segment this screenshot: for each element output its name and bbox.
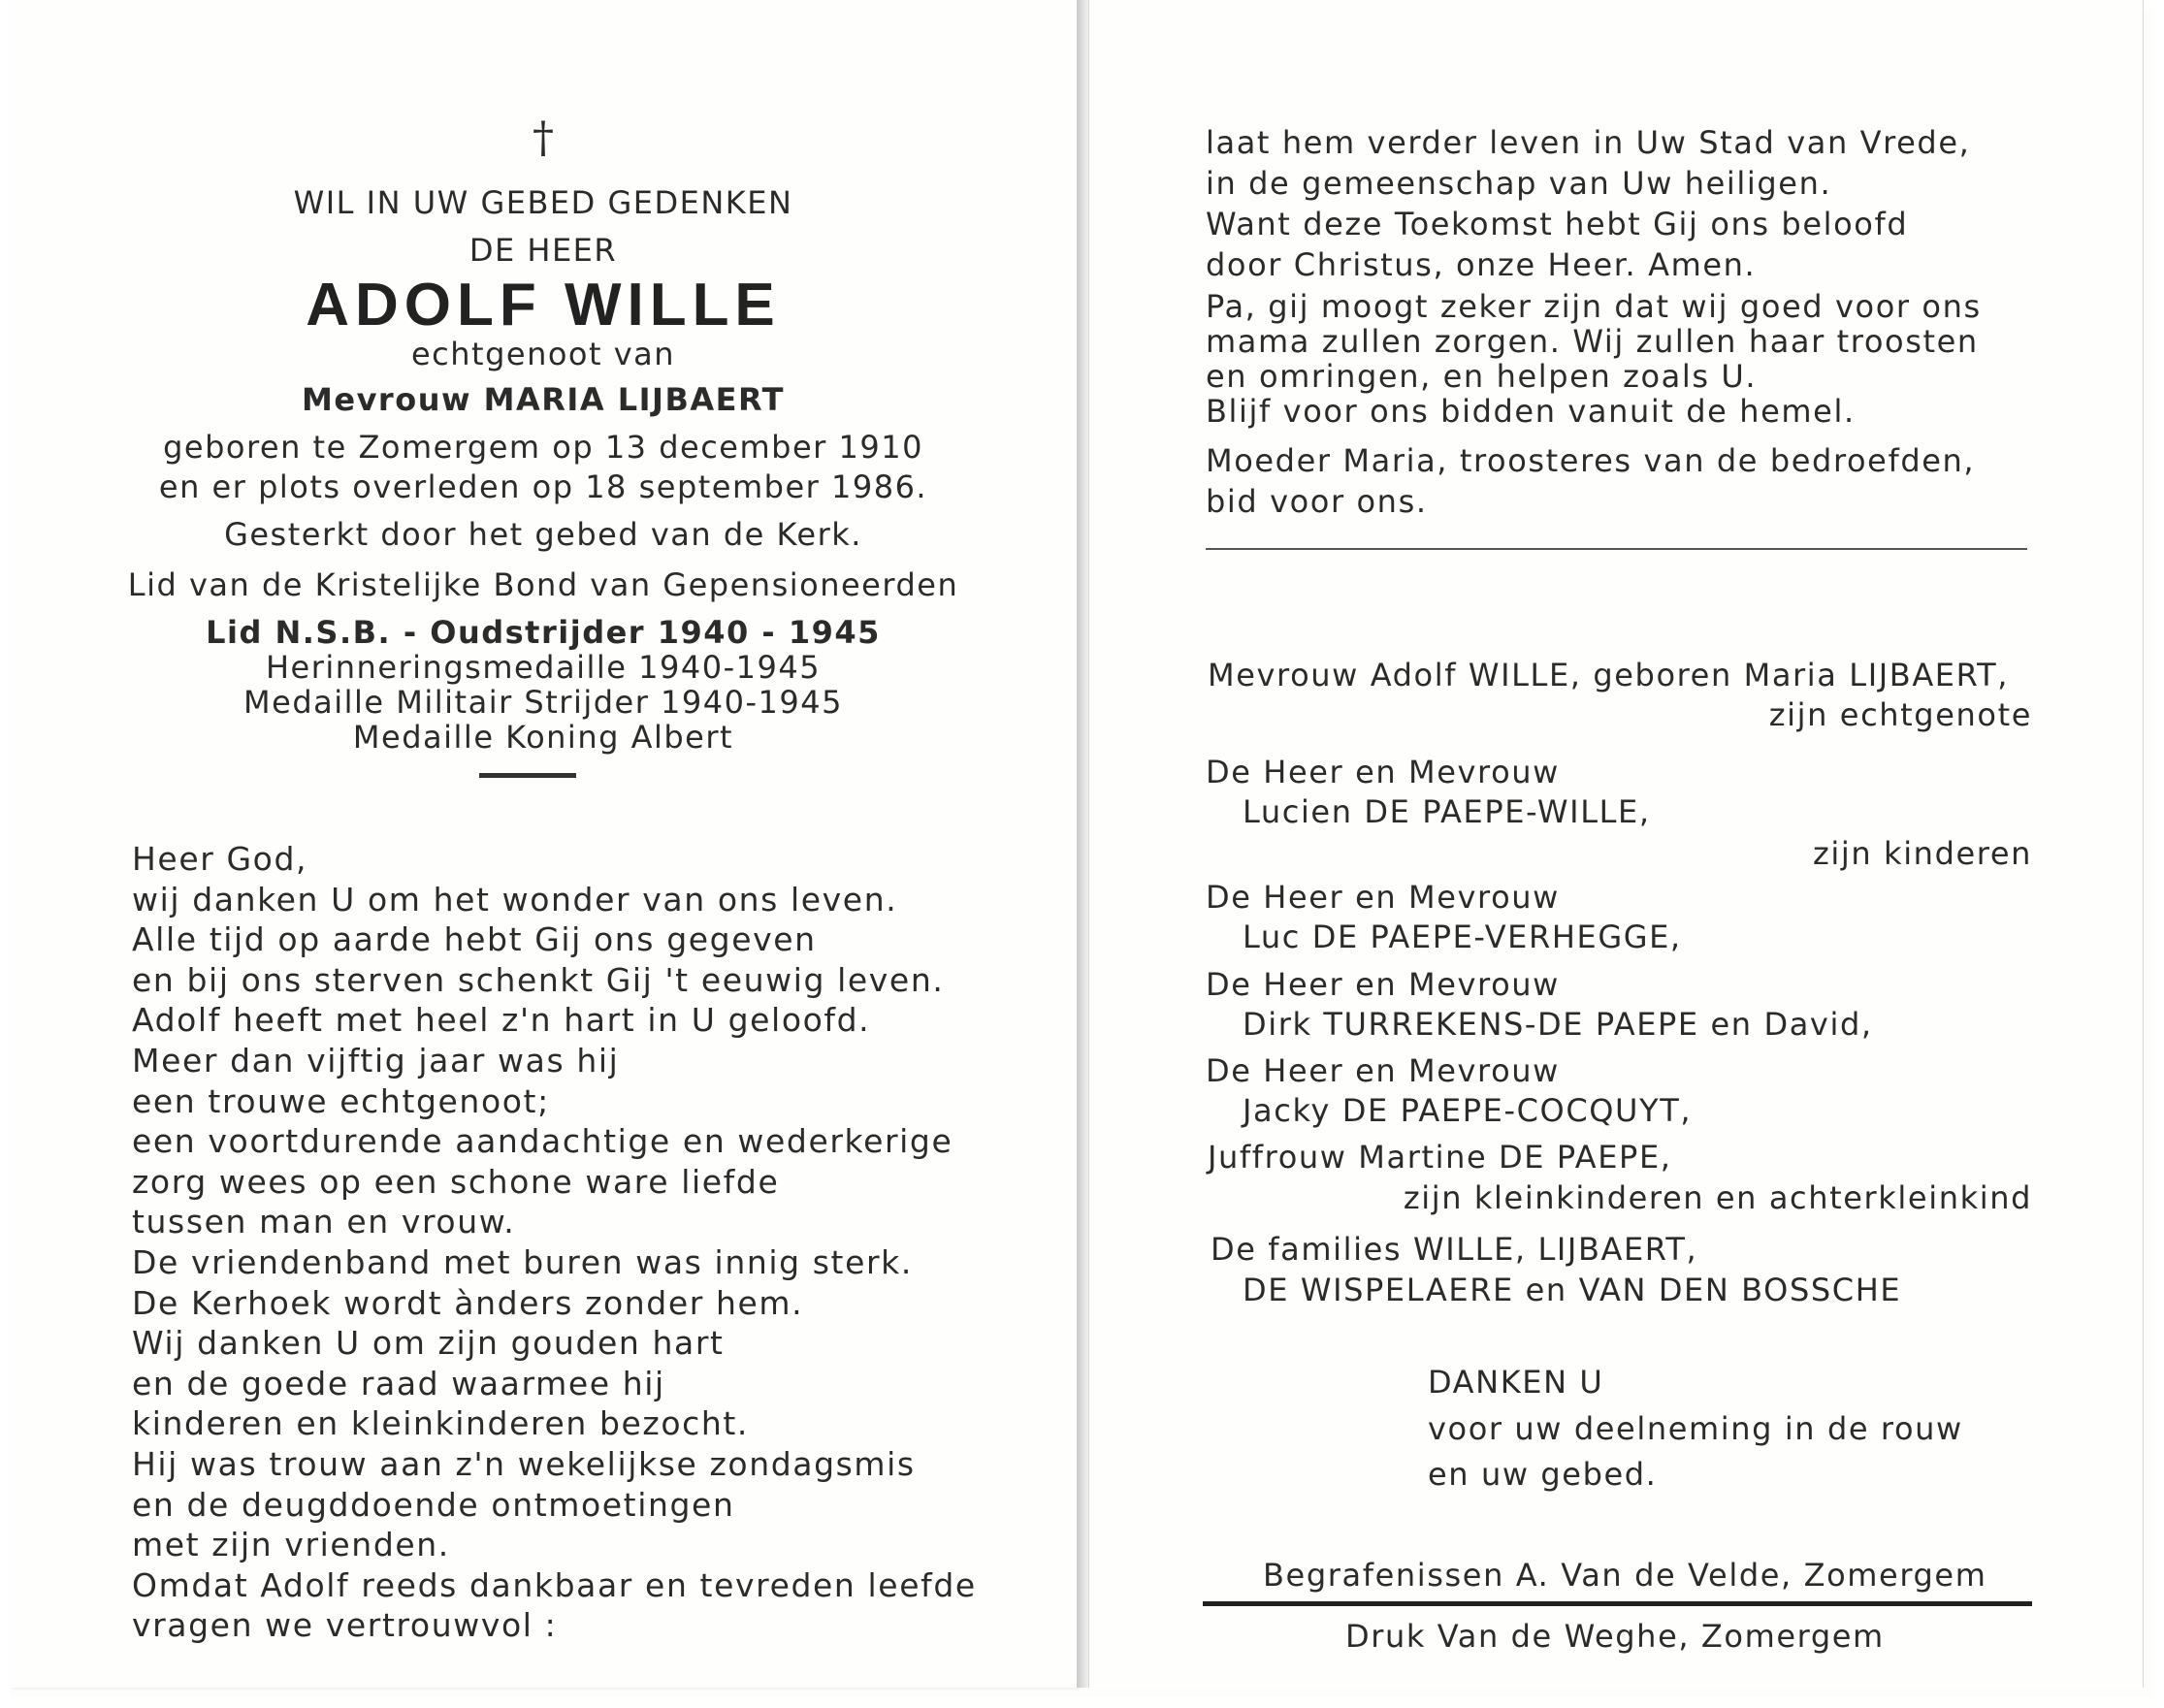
families-line-1: De families WILLE, LIJBAERT,: [1211, 1231, 1698, 1268]
divider-thick: [1203, 1601, 2032, 1606]
grandchild-4: Juffrouw Martine DE PAEPE,: [1208, 1139, 1672, 1176]
widow-line: Mevrouw Adolf WILLE, geboren Maria LIJBAERT,: [1208, 657, 2010, 693]
widow-role: zijn echtgenote: [1768, 696, 2032, 733]
cross-icon: †: [533, 113, 554, 163]
poem-line: met zijn vrienden.: [132, 1526, 450, 1564]
medal-2: Medaille Militair Strijder 1940-1945: [243, 684, 843, 721]
poem-line: wij danken U om het wonder van ons leven.: [132, 880, 898, 918]
prayer-line: en omringen, en helpen zoals U.: [1206, 358, 1758, 395]
grandchild-2-title: De Heer en Mevrouw: [1206, 966, 1560, 1003]
poem-line: Hij was trouw aan z'n wekelijkse zondagsmis: [132, 1444, 916, 1483]
families-line-2: DE WISPELAERE en VAN DEN BOSSCHE: [1243, 1272, 1902, 1308]
poem-line: Wij danken U om zijn gouden hart: [132, 1324, 725, 1363]
spouse-intro: echtgenoot van: [410, 336, 676, 372]
heading: WIL IN UW GEBED GEDENKEN: [293, 184, 793, 221]
poem-line: De Kerhoek wordt ànders zonder hem.: [132, 1283, 804, 1322]
deceased-name: ADOLF WILLE: [306, 272, 781, 338]
prayer-line: door Christus, onze Heer. Amen.: [1206, 246, 1757, 283]
printer-credit: Druk Van de Weghe, Zomergem: [1345, 1618, 1885, 1655]
prayer-line: Want deze Toekomst hebt Gij ons beloofd: [1206, 206, 1909, 242]
membership-line-1: Lid van de Kristelijke Bond van Gepensioneerden: [127, 566, 959, 603]
prayer-poem: [132, 839, 1024, 1646]
card-fold: [1077, 0, 1088, 1688]
birth-line: geboren te Zomergem op 13 december 1910: [163, 429, 923, 466]
poem-line: en de goede raad waarmee hij: [132, 1364, 665, 1402]
grandchild-3-title: De Heer en Mevrouw: [1206, 1052, 1560, 1089]
poem-line: een trouwe echtgenoot;: [132, 1081, 550, 1120]
grandchild-1-title: De Heer en Mevrouw: [1206, 879, 1560, 916]
poem-line: Meer dan vijftig jaar was hij: [132, 1041, 620, 1080]
grandchild-1-names: Luc DE PAEPE-VERHEGGE,: [1243, 918, 1682, 955]
poem-line: en de deugddoende ontmoetingen: [132, 1485, 735, 1524]
strengthened-line: Gesterkt door het gebed van de Kerk.: [224, 516, 862, 553]
poem-line: een voortdurende aandachtige en wederkerige: [132, 1122, 953, 1161]
divider-short: [479, 773, 576, 778]
prayer-line: Moeder Maria, troosteres van de bedroefden,: [1206, 442, 1976, 479]
prayer-block-1: [1206, 122, 2035, 285]
prayer-line: Blijf voor ons bidden vanuit de hemel.: [1206, 393, 1856, 430]
funeral-home: Begrafenissen A. Van de Velde, Zomergem: [1263, 1557, 1987, 1594]
grandchild-2-names: Dirk TURREKENS-DE PAEPE en David,: [1243, 1006, 1873, 1043]
poem-line: kinderen en kleinkinderen bezocht.: [132, 1404, 750, 1443]
poem-line: tussen man en vrouw.: [132, 1203, 516, 1241]
child-names: Lucien DE PAEPE-WILLE,: [1243, 793, 1651, 830]
prayer-line: bid voor ons.: [1206, 483, 1428, 520]
divider-thin: [1206, 548, 2027, 550]
prayer-line: Pa, gij moogt zeker zijn dat wij goed voor ons: [1206, 288, 1982, 325]
poem-line: zorg wees op een schone ware liefde: [132, 1162, 780, 1201]
prayer-line: in de gemeenschap van Uw heiligen.: [1206, 165, 1832, 202]
thanks-line-2: en uw gebed.: [1428, 1456, 1658, 1493]
grandchild-3-names: Jacky DE PAEPE-COCQUYT,: [1243, 1092, 1693, 1129]
death-line: en er plots overleden op 18 september 1986.: [158, 468, 928, 505]
poem-line: Adolf heeft met heel z'n hart in U geloofd.: [132, 1001, 871, 1040]
poem-line: Heer God,: [132, 840, 308, 878]
honorific: DE HEER: [468, 232, 618, 269]
child-title: De Heer en Mevrouw: [1206, 754, 1560, 790]
poem-line: Omdat Adolf reeds dankbaar en tevreden leefde: [132, 1565, 977, 1604]
poem-line: en bij ons sterven schenkt Gij 't eeuwig leven.: [132, 960, 945, 999]
thanks-title: DANKEN U: [1428, 1364, 1604, 1401]
grandchildren-role: zijn kleinkinderen en achterkleinkind: [1403, 1179, 2032, 1216]
spouse-name: Mevrouw MARIA LIJBAERT: [302, 381, 785, 418]
poem-line: vragen we vertrouwvol :: [132, 1606, 558, 1645]
membership-line-2: Lid N.S.B. - Oudstrijder 1940 - 1945: [206, 614, 881, 651]
poem-line: De vriendenband met buren was innig sterk.: [132, 1242, 913, 1281]
prayer-block-2: [1206, 289, 2035, 429]
prayer-line: laat hem verder leven in Uw Stad van Vrede,: [1206, 124, 1971, 161]
prayer-line: mama zullen zorgen. Wij zullen haar troosten: [1206, 323, 1979, 360]
medal-3: Medaille Koning Albert: [352, 719, 734, 756]
poem-line: Alle tijd op aarde hebt Gij ons gegeven: [132, 920, 817, 959]
prayer-block-3: [1206, 440, 2035, 522]
medal-1: Herinneringsmedaille 1940-1945: [265, 649, 822, 686]
children-role: zijn kinderen: [1813, 835, 2032, 872]
thanks-line-1: voor uw deelneming in de rouw: [1428, 1410, 1963, 1447]
